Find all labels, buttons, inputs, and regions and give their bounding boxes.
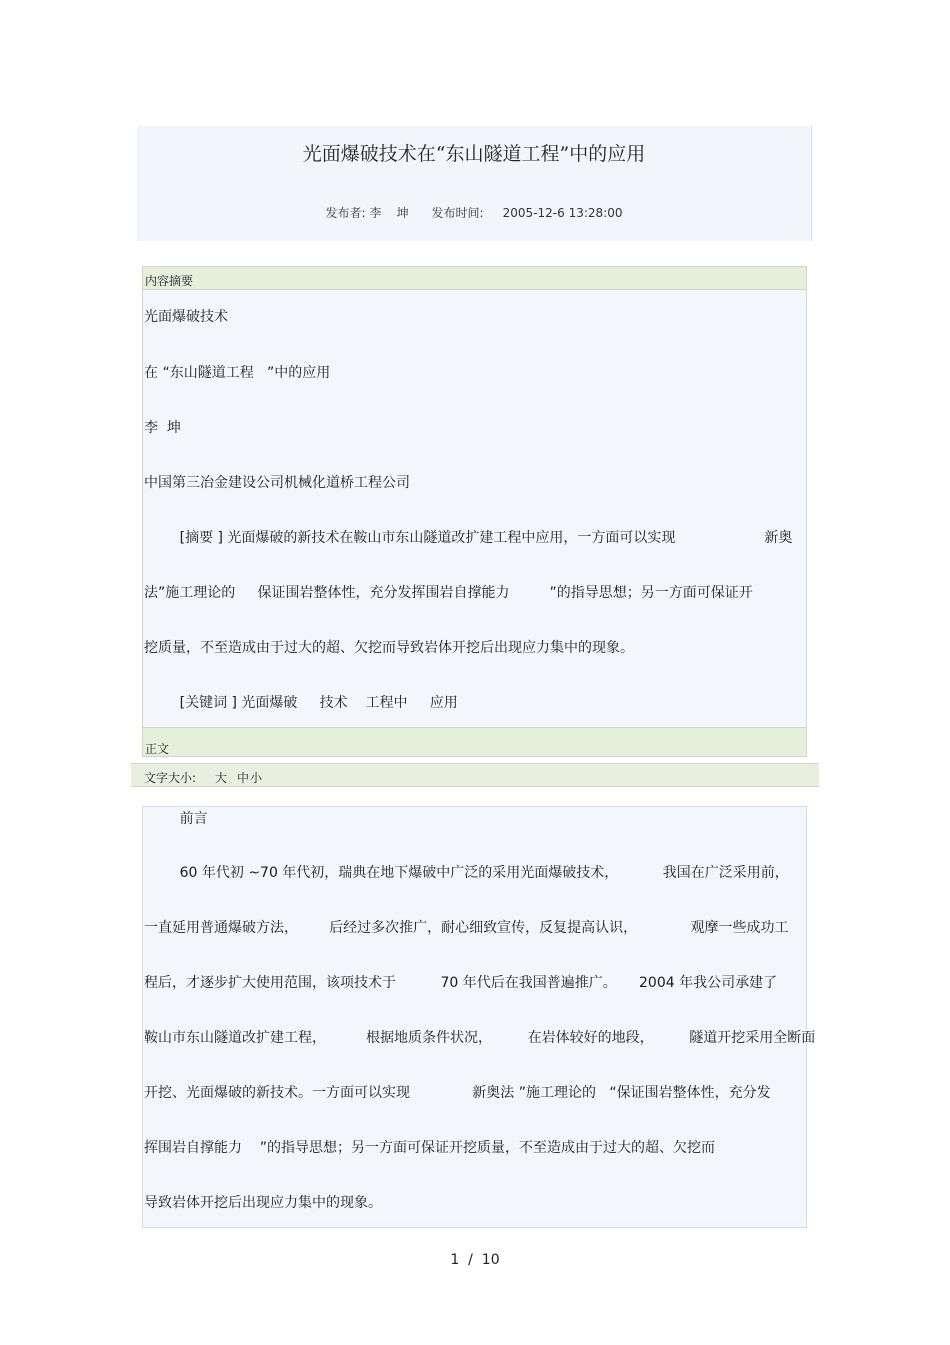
abstract-line: 在 “东山隧道工程 ”中的应用 <box>144 365 331 381</box>
body-line: 鞍山市东山隧道改扩建工程， 根据地质条件状况， 在岩体较好的地段， 隧道开挖采用全断面 <box>144 1030 816 1046</box>
font-size-large-link[interactable]: 大 <box>215 771 228 785</box>
font-size-medium-link[interactable]: 中 <box>237 771 250 785</box>
body-line: 60 年代初 ~70 年代初，瑞典在地下爆破中广泛的采用光面爆破技术， 我国在广泛采用前， <box>144 865 789 881</box>
abstract-header-bar <box>142 266 807 290</box>
font-size-bar <box>131 763 819 787</box>
abstract-line: [摘要 ] 光面爆破的新技术在鞍山市东山隧道改扩建工程中应用，一方面可以实现 新奥 <box>144 530 793 546</box>
body-line: 程后，才逐步扩大使用范围，该项技术于 70 年代后在我国普遍推广。 2004 年我公司承建了 <box>144 975 778 991</box>
article-title: 光面爆破技术在“东山隧道工程”中的应用 <box>302 143 646 165</box>
abstract-line: 法”施工理论的 保证围岩整体性，充分发挥围岩自撑能力 ”的指导思想；另一方面可保证开 <box>144 585 753 601</box>
abstract-line: 中国第三冶金建设公司机械化道桥工程公司 <box>144 475 410 491</box>
body-line: 导致岩体开挖后出现应力集中的现象。 <box>144 1195 382 1211</box>
body-heading: 前言 <box>144 811 208 827</box>
page-number: 1 / 10 <box>450 1252 500 1268</box>
body-header-label: 正文 <box>145 742 170 756</box>
abstract-header-label: 内容摘要 <box>145 274 194 288</box>
abstract-line: 李 坤 <box>144 420 181 436</box>
body-header-bar <box>142 727 807 757</box>
abstract-panel <box>142 266 807 756</box>
font-size-small-link[interactable]: 小 <box>250 771 263 785</box>
body-line: 开挖、光面爆破的新技术。一方面可以实现 新奥法 ”施工理论的 “保证围岩整体性，充分发 <box>144 1085 771 1101</box>
abstract-line: 挖质量，不至造成由于过大的超、欠挖而导致岩体开挖后出现应力集中的现象。 <box>144 640 634 656</box>
article-meta: 发布者: 李 坤 发布时间: 2005-12-6 13:28:00 <box>325 206 623 220</box>
abstract-line: 光面爆破技术 <box>144 309 228 325</box>
body-line: 挥围岩自撑能力 ”的指导思想；另一方面可保证开挖质量，不至造成由于过大的超、欠挖而 <box>144 1140 716 1156</box>
font-size-label: 文字大小: <box>144 771 197 785</box>
abstract-keywords: [关键词 ] 光面爆破 技术 工程中 应用 <box>144 695 458 711</box>
body-line: 一直延用普通爆破方法， 后经过多次推广，耐心细致宣传，反复提高认识， 观摩一些成功工 <box>144 920 789 936</box>
